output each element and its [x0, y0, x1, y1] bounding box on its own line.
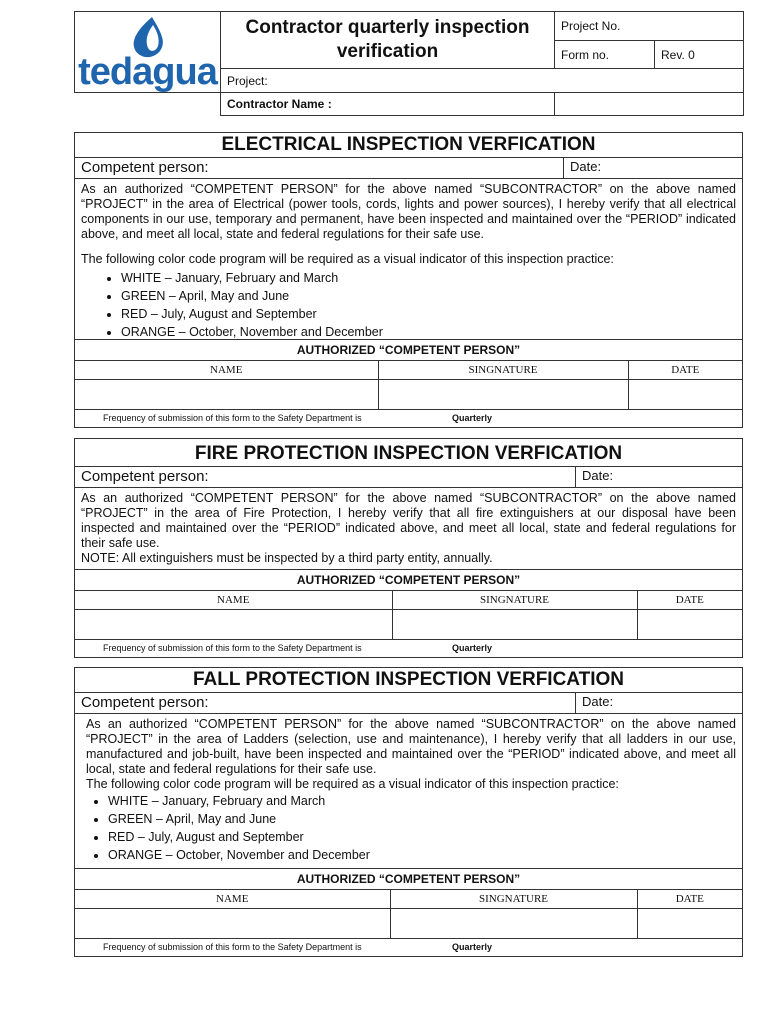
list-item: • WHITE – January, February and March [108, 792, 736, 810]
date-field[interactable]: Date: [575, 467, 742, 487]
fire-note: NOTE: All extinguishers must be inspected by a third party entity, annually. [81, 551, 493, 565]
signature-column-header: SINGNATURE [378, 361, 628, 380]
name-field[interactable] [75, 380, 378, 410]
list-item: • RED – July, August and September [108, 828, 736, 846]
form-header [74, 11, 744, 116]
frequency-value: Quarterly [452, 942, 493, 952]
fall-title: FALL PROTECTION INSPECTION VERFICATION [75, 668, 742, 693]
signature-field[interactable] [378, 380, 628, 410]
electrical-competent-row [75, 158, 742, 179]
name-column-header: NAME [75, 890, 390, 909]
fall-body [75, 714, 742, 868]
fire-body [75, 488, 742, 569]
list-item: • ORANGE – October, November and December [121, 323, 736, 341]
electrical-section [74, 132, 743, 428]
color-code-list [86, 792, 736, 864]
sign-date-field[interactable] [637, 909, 742, 939]
list-item: • GREEN – April, May and June [121, 287, 736, 305]
frequency-note [75, 410, 742, 427]
date-field[interactable]: Date: [563, 158, 742, 178]
name-column-header: NAME [75, 361, 378, 380]
signature-table [75, 361, 742, 410]
fall-statement: As an authorized “COMPETENT PERSON” for the above named “SUBCONTRACTOR” on the above named “PROJECT” in the area of Ladders (selection, use and maintenance), I hereby verify that all ladders in our use, manufactured and job-built, have been inspected and maintained over the “PERIOD” indicated above, and meet all local, state and federal regulations for their safe use. [86, 717, 736, 776]
form-no-label: Form no. [555, 41, 655, 69]
signature-table [75, 591, 742, 640]
project-no-label: Project No. [555, 12, 744, 41]
signature-table [75, 890, 742, 939]
authorized-heading: AUTHORIZED “COMPETENT PERSON” [75, 569, 742, 591]
list-item: • RED – July, August and September [121, 305, 736, 323]
logo-wordmark: tedagua [78, 51, 217, 93]
signature-field[interactable] [390, 909, 637, 939]
frequency-text: Frequency of submission of this form to the Safety Department is [103, 643, 362, 653]
revision-label: Rev. 0 [655, 41, 744, 69]
project-label: Project: [221, 69, 744, 93]
date-field[interactable]: Date: [575, 693, 742, 713]
competent-person-label[interactable]: Competent person: [81, 159, 209, 176]
color-code-list [81, 269, 736, 341]
document-title: Contractor quarterly inspection verification [221, 12, 555, 69]
fire-statement: As an authorized “COMPETENT PERSON” for the above named “SUBCONTRACTOR” on the above named “PROJECT” in the area of Fire Protection, I hereby verify that all fire extinguishers at our disposal have been inspected and maintained over the “PERIOD” indicated above, and meet all local, state and federal regulations for their safe use. [81, 491, 736, 550]
fall-section [74, 667, 743, 957]
contractor-name-label: Contractor Name : [221, 93, 555, 116]
frequency-value: Quarterly [452, 643, 493, 653]
frequency-note [75, 939, 742, 956]
competent-person-label[interactable]: Competent person: [81, 694, 209, 711]
color-code-intro: The following color code program will be required as a visual indicator of this inspection practice: [81, 252, 614, 266]
name-column-header: NAME [75, 591, 392, 610]
list-item: • WHITE – January, February and March [121, 269, 736, 287]
frequency-text: Frequency of submission of this form to the Safety Department is [103, 413, 362, 423]
signature-column-header: SINGNATURE [392, 591, 637, 610]
competent-person-label[interactable]: Competent person: [81, 468, 209, 485]
date-column-header: DATE [628, 361, 742, 380]
fall-competent-row [75, 693, 742, 714]
fire-section [74, 438, 743, 658]
date-column-header: DATE [637, 591, 742, 610]
sign-date-field[interactable] [637, 610, 742, 640]
date-column-header: DATE [637, 890, 742, 909]
electrical-statement: As an authorized “COMPETENT PERSON” for the above named “SUBCONTRACTOR” on the above named “PROJECT” in the area of Electrical (power tools, cords, lights and power sources), I hereby verify that all electrical components in our use, temporary and permanent, have been inspected and maintained over the “PERIOD” indicated above, and meet all local, state and federal regulations for their safe use. [81, 182, 736, 241]
contractor-name-field[interactable] [555, 93, 744, 116]
fire-title: FIRE PROTECTION INSPECTION VERFICATION [75, 439, 742, 467]
fire-competent-row [75, 467, 742, 488]
authorized-heading: AUTHORIZED “COMPETENT PERSON” [75, 868, 742, 890]
company-logo [75, 12, 221, 93]
list-item: • ORANGE – October, November and December [108, 846, 736, 864]
frequency-value: Quarterly [452, 413, 493, 423]
electrical-title: ELECTRICAL INSPECTION VERFICATION [75, 133, 742, 158]
electrical-body [75, 179, 742, 339]
signature-column-header: SINGNATURE [390, 890, 637, 909]
name-field[interactable] [75, 909, 390, 939]
list-item: • GREEN – April, May and June [108, 810, 736, 828]
signature-field[interactable] [392, 610, 637, 640]
name-field[interactable] [75, 610, 392, 640]
color-code-intro: The following color code program will be required as a visual indicator of this inspection practice: [86, 777, 619, 791]
authorized-heading: AUTHORIZED “COMPETENT PERSON” [75, 339, 742, 361]
frequency-note [75, 640, 742, 657]
frequency-text: Frequency of submission of this form to the Safety Department is [103, 942, 362, 952]
logo-spacer [75, 93, 221, 116]
sign-date-field[interactable] [628, 380, 742, 410]
